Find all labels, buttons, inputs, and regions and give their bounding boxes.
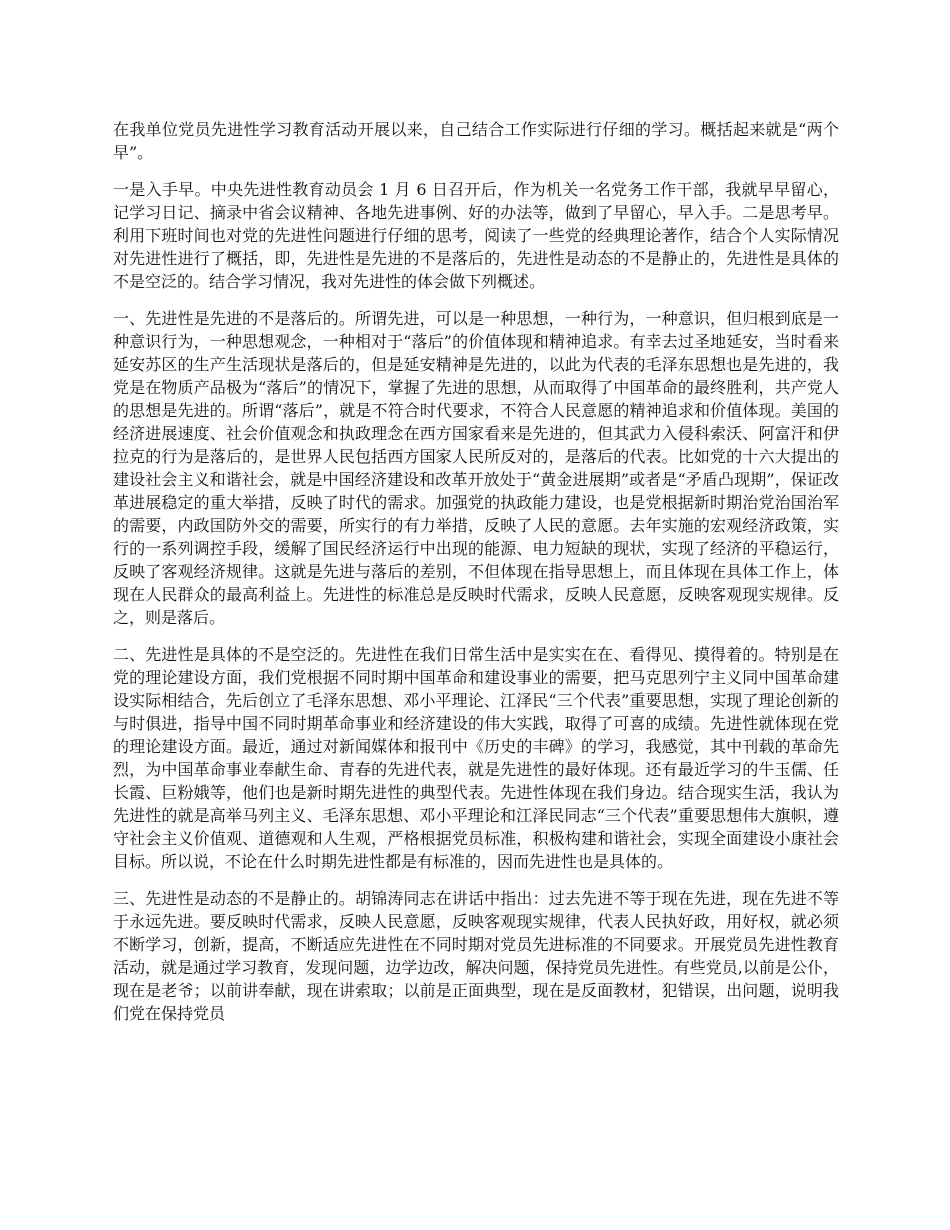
document-body (113, 118, 839, 1039)
paragraph-section-one: 一、先进性是先进的不是落后的。所谓先进，可以是一种思想，一种行为，一种意识，但归根到底是一种意识行为，一种思想观念，一种相对于“落后”的价值体现和精神追求。有幸去过圣地延安，当时看来延安苏区的生产生活现状是落后的，但是延安精神是先进的，以此为代表的毛泽东思想也是先进的，我党是在物质产品极为“落后”的情况下，掌握了先进的思想，从而取得了中国革命的最终胜利，共产党人的思想是先进的。所谓“落后”，就是不符合时代要求，不符合人民意愿的精神追求和价值体现。美国的经济进展速度、社会价值观念和执政理念在西方国家看来是先进的，但其武力入侵科索沃、阿富汗和伊拉克的行为是落后的，是世界人民包括西方国家人民所反对的，是落后的代表。比如党的十六大提出的建设社会主义和谐社会，就是中国经济建设和改革开放处于“黄金进展期”或者是“矛盾凸现期”，保证改革进展稳定的重大举措，反映了时代的需求。加强党的执政能力建设，也是党根据新时期治党治国治军的需要，内政国防外交的需要，所实行的有力举措，反映了人民的意愿。去年实施的宏观经济政策，实行的一系列调控手段，缓解了国民经济运行中出现的能源、电力短缺的现状，实现了经济的平稳运行，反映了客观经济规律。这就是先进与落后的差别，不但体现在指导思想上，而且体现在具体工作上，体现在人民群众的最高利益上。先进性的标准总是反映时代需求，反映人民意愿，反映客观现实规律。反之，则是落后。 (113, 309, 839, 627)
paragraph-two-early: 一是入手早。中央先进性教育动员会 1 月 6 日召开后，作为机关一名党务工作干部，我就早早留心，记学习日记、摘录中省会议精神、各地先进事例、好的办法等，做到了早留心，早入手。二是思考早。利用下班时间也对党的先进性问题进行仔细的思考，阅读了一些党的经典理论著作，结合个人实际情况对先进性进行了概括，即，先进性是先进的不是落后的，先进性是动态的不是静止的，先进性是具体的不是空泛的。结合学习情况，我对先进性的体会做下列概述。 (113, 180, 839, 291)
paragraph-section-three: 三、先进性是动态的不是静止的。胡锦涛同志在讲话中指出：过去先进不等于现在先进，现在先进不等于永远先进。要反映时代需求，反映人民意愿，反映客观现实规律，代表人民执好政，用好权，就必须不断学习，创新，提高，不断适应先进性在不同时期对党员先进标准的不同要求。开展党员先进性教育活动，就是通过学习教育，发现问题，边学边改，解决问题，保持党员先进性。有些党员,以前是公仆，现在是老爷；以前讲奉献，现在讲索取；以前是正面典型，现在是反面教材，犯错误，出问题，说明我们党在保持党员 (113, 889, 839, 1023)
paragraph-intro: 在我单位党员先进性学习教育活动开展以来，自己结合工作实际进行仔细的学习。概括起来就是“两个早”。 (113, 120, 839, 162)
paragraph-section-two: 二、先进性是具体的不是空泛的。先进性在我们日常生活中是实实在在、看得见、摸得着的。特别是在党的理论建设方面，我们党根据不同时期中国革命和建设事业的需要，把马克思列宁主义同中国革命建设实际相结合，先后创立了毛泽东思想、邓小平理论、江泽民“三个代表”重要思想，实现了理论创新的与时俱进，指导中国不同时期革命事业和经济建设的伟大实践，取得了可喜的成绩。先进性就体现在党的理论建设方面。最近，通过对新闻媒体和报刊中《历史的丰碑》的学习，我感觉，其中刊载的革命先烈，为中国革命事业奉献生命、青春的先进代表，就是先进性的最好体现。还有最近学习的牛玉儒、任长霞、巨粉娥等，他们也是新时期先进性的典型代表。先进性体现在我们身边。结合现实生活，我认为先进性的就是高举马列主义、毛泽东思想、邓小平理论和江泽民同志“三个代表”重要思想伟大旗帜，遵守社会主义价值观、道德观和人生观，严格根据党员标准，积极构建和谐社会，实现全面建设小康社会目标。所以说，不论在什么时期先进性都是有标准的，因而先进性也是具体的。 (113, 645, 839, 871)
